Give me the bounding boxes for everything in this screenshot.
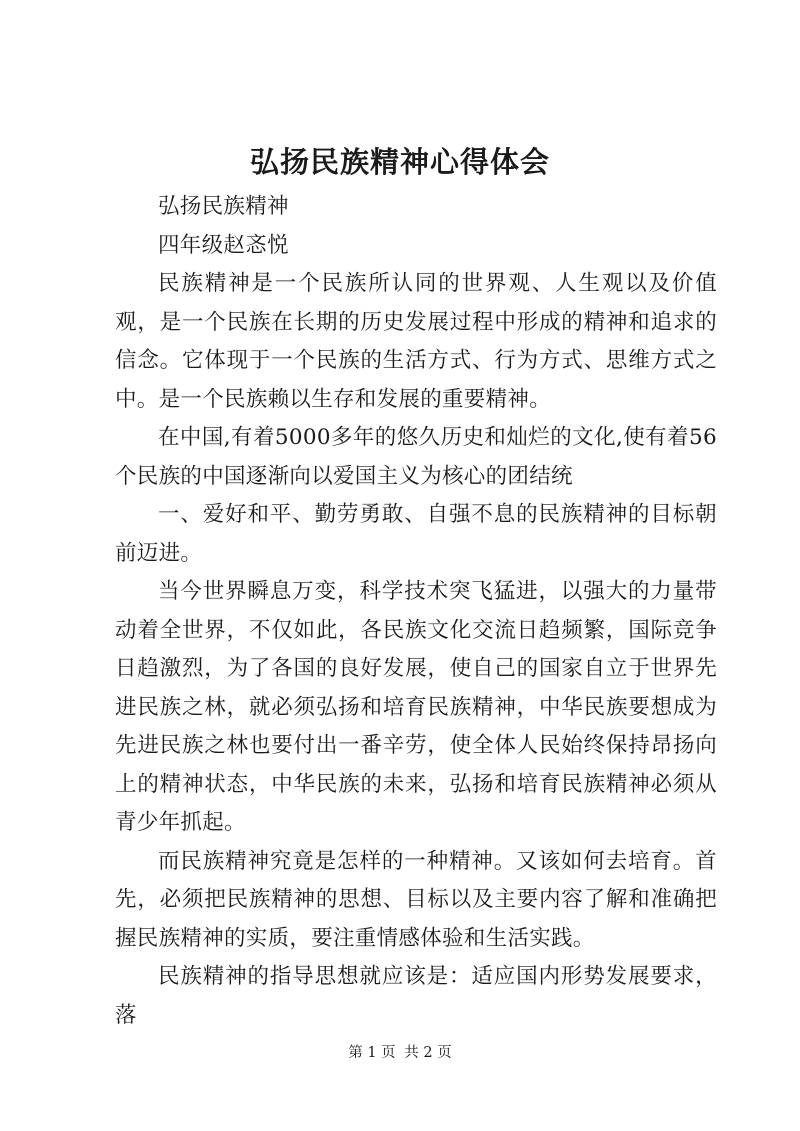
subtitle-paragraph: 弘扬民族精神 bbox=[158, 194, 289, 219]
document-body bbox=[115, 188, 717, 1035]
body-paragraph: 而民族精神究竟是怎样的一种精神。又该如何去培育。首先，必须把民族精神的思想、目标以及主要内容了解和准确把握民族精神的实质，要注重情感体验和生活实践。 bbox=[115, 848, 717, 951]
body-paragraph: 民族精神的指导思想就应该是：适应国内形势发展要求，落 bbox=[115, 964, 717, 1028]
author-paragraph: 四年级赵忞悦 bbox=[158, 232, 289, 258]
page-total: 共 2 页 bbox=[404, 1045, 452, 1061]
body-paragraph: 民族精神是一个民族所认同的世界观、人生观以及价值观，是一个民族在长期的历史发展过程中形成的精神和追求的信念。它体现于一个民族的生活方式、行为方式、思维方式之中。是一个民族赖以生存和发展的重要精神。 bbox=[115, 271, 717, 412]
page-number: 第 1 页 bbox=[348, 1045, 396, 1061]
body-paragraph: 当今世界瞬息万变，科学技术突飞猛进，以强大的力量带动着全世界，不仅如此，各民族文化交流日趋频繁，国际竞争日趋激烈，为了各国的良好发展，使自己的国家自立于世界先进民族之林，就必须弘扬和培育民族精神，中华民族要想成为先进民族之林也要付出一番辛劳，使全体人民始终保持昂扬向上的精神状态，中华民族的未来，弘扬和培育民族精神必须从青少年抓起。 bbox=[115, 579, 717, 835]
body-paragraph: 在中国,有着5000多年的悠久历史和灿烂的文化,使有着56个民族的中国逐渐向以爱国主义为核心的团结统 bbox=[115, 425, 717, 489]
body-paragraph: 一、爱好和平、勤劳勇敢、自强不息的民族精神的目标朝前迈进。 bbox=[115, 502, 717, 566]
page-footer bbox=[0, 1041, 800, 1062]
document-title: 弘扬民族精神心得体会 bbox=[249, 145, 550, 179]
